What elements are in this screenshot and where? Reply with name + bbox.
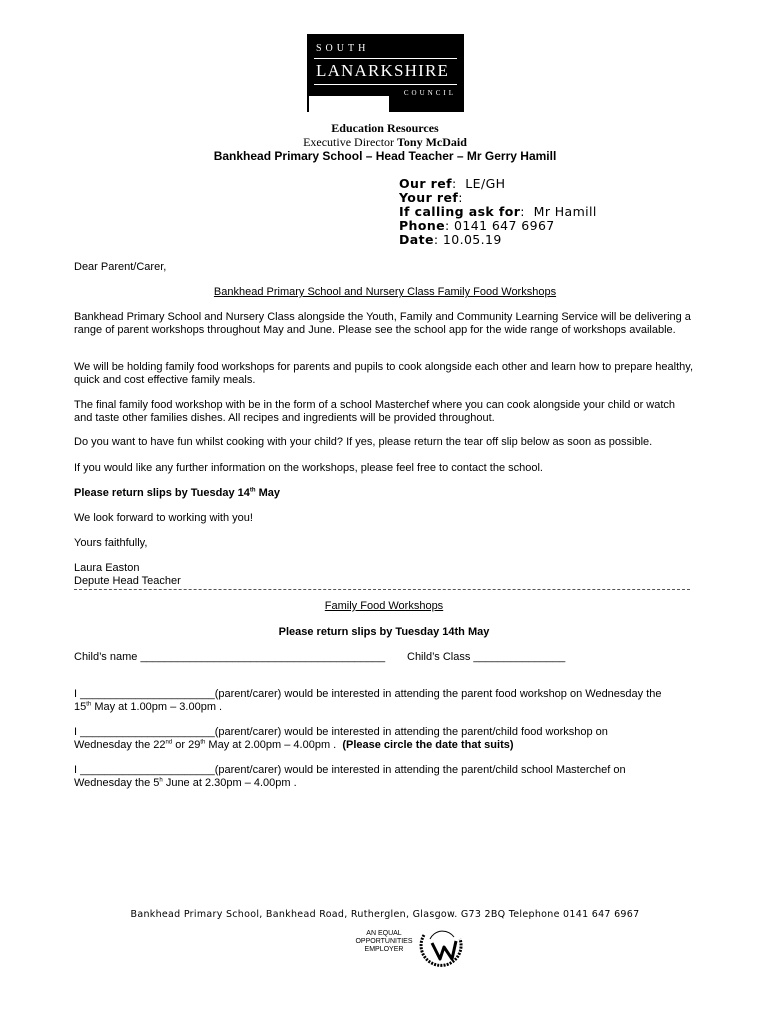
calling-ask-for: If calling ask for: Mr Hamill — [399, 204, 597, 219]
option-3-line-2 — [74, 777, 297, 790]
director-line — [200, 135, 570, 149]
our-ref: Our ref: LE/GH — [399, 176, 506, 191]
return-deadline-prefix: Please return slips by Tuesday 14 — [74, 487, 250, 499]
disability-confident-seal-icon — [418, 929, 466, 971]
logo-line-south: SOUTH — [316, 43, 370, 54]
option-2-sup-1: nd — [165, 739, 173, 746]
logo-line-lanarkshire: LANARKSHIRE — [316, 61, 450, 80]
option-1-time: May at 1.00pm – 3.00pm . — [91, 701, 223, 713]
option-1-date: 15 — [74, 701, 87, 713]
director-prefix: Executive Director — [303, 135, 398, 149]
date-value: 10.05.19 — [438, 232, 502, 247]
return-deadline-suffix: May — [255, 487, 281, 499]
option-3-line-1[interactable]: I ______________________(parent/carer) would be interested in attending the parent/child school Masterchef on — [74, 764, 626, 776]
paragraph-5: If you would like any further information on the workshops, please feel free to contact the school. — [74, 462, 543, 474]
signer-title: Depute Head Teacher — [74, 575, 181, 587]
logo-notch — [309, 96, 389, 112]
closing: Yours faithfully, — [74, 537, 148, 549]
logo-rule — [314, 84, 457, 85]
phone-label: Phone — [399, 218, 446, 233]
phone-value: 0141 647 6967 — [449, 218, 555, 233]
date-label: Date — [399, 232, 434, 247]
equal-line-3: EMPLOYER — [364, 946, 404, 953]
your-ref-label: Your ref — [399, 190, 459, 205]
equal-opportunities-text — [348, 930, 420, 954]
option-3-time: June at 2.30pm – 4.00pm . — [162, 777, 297, 789]
option-1-line-2 — [74, 701, 222, 714]
our-ref-label: Our ref — [399, 176, 452, 191]
salutation: Dear Parent/Carer, — [74, 261, 167, 273]
child-name-field[interactable]: Child’s name ________________________________________ — [74, 651, 386, 663]
footer-address: Bankhead Primary School, Bankhead Road, Rutherglen, Glasgow. G73 2BQ Telephone 0141 647 6967 — [130, 909, 640, 920]
return-deadline-sup: th — [249, 487, 256, 494]
calling-label: If calling ask for — [399, 204, 521, 219]
paragraph-2: We will be holding family food workshops for parents and pupils to cook alongside each other and learn how to prepare healthy, quick and cost effective family meals. — [74, 361, 694, 386]
letter-subject — [74, 286, 696, 299]
calling-value: Mr Hamill — [524, 204, 597, 219]
slip-return-line: Please return slips by Tuesday 14th May — [278, 626, 490, 638]
our-ref-value: LE/GH — [456, 176, 506, 191]
phone: Phone: 0141 647 6967 — [399, 218, 555, 233]
slip-title — [74, 600, 694, 613]
paragraph-1: Bankhead Primary School and Nursery Class alongside the Youth, Family and Community Learning Service will be delivering a range of parent workshops throughout May and June. Please see the school app for the wide range of workshops available. — [74, 311, 691, 336]
return-deadline — [74, 487, 280, 500]
child-class-field[interactable]: Child’s Class _______________ — [407, 651, 566, 663]
paragraph-3: The final family food workshop with be in the form of a school Masterchef where you can cook alongside your child or watch and taste other families dishes. All recipes and ingredients will be provided throughout. — [74, 399, 676, 424]
department-title: Education Resources — [331, 121, 439, 135]
option-2-line-1[interactable]: I ______________________(parent/carer) would be interested in attending the parent/child food workshop on — [74, 726, 608, 738]
paragraph-4: Do you want to have fun whilst cooking with your child? If yes, please return the tear off slip below as soon as possible. — [74, 436, 653, 448]
option-2-time: May at 2.00pm – 4.00pm . — [205, 739, 343, 751]
slip-title-text: Family Food Workshops — [324, 600, 444, 612]
option-2-circle-note: (Please circle the date that suits) — [342, 739, 514, 751]
option-2-line-2 — [74, 739, 514, 752]
director-name: Tony McDaid — [397, 135, 467, 149]
logo-rule — [314, 58, 457, 59]
equal-line-2: OPPORTUNITIES — [355, 938, 413, 945]
south-lanarkshire-logo — [307, 34, 464, 112]
option-3-sup: h — [159, 777, 163, 784]
option-2-date-a: Wednesday the 22 — [74, 739, 166, 751]
letter-subject-text: Bankhead Primary School and Nursery Class Family Food Workshops — [213, 286, 557, 298]
logo-line-council: COUNCIL — [403, 89, 456, 97]
school-line: Bankhead Primary School – Head Teacher – Mr Gerry Hamill — [213, 149, 557, 163]
signer-name: Laura Easton — [74, 562, 140, 574]
date: Date: 10.05.19 — [399, 232, 502, 247]
option-3-date: Wednesday the 5 — [74, 777, 160, 789]
look-forward: We look forward to working with you! — [74, 512, 253, 524]
option-1-line-1[interactable]: I ______________________(parent/carer) would be interested in attending the parent food workshop on Wednesday the — [74, 688, 662, 700]
your-ref: Your ref: — [399, 190, 463, 205]
option-1-sup: th — [86, 701, 92, 708]
option-2-sup-2: th — [200, 739, 206, 746]
option-2-date-b: or 29 — [172, 739, 201, 751]
equal-line-1: AN EQUAL — [366, 930, 402, 937]
tear-off-line — [74, 589, 690, 590]
